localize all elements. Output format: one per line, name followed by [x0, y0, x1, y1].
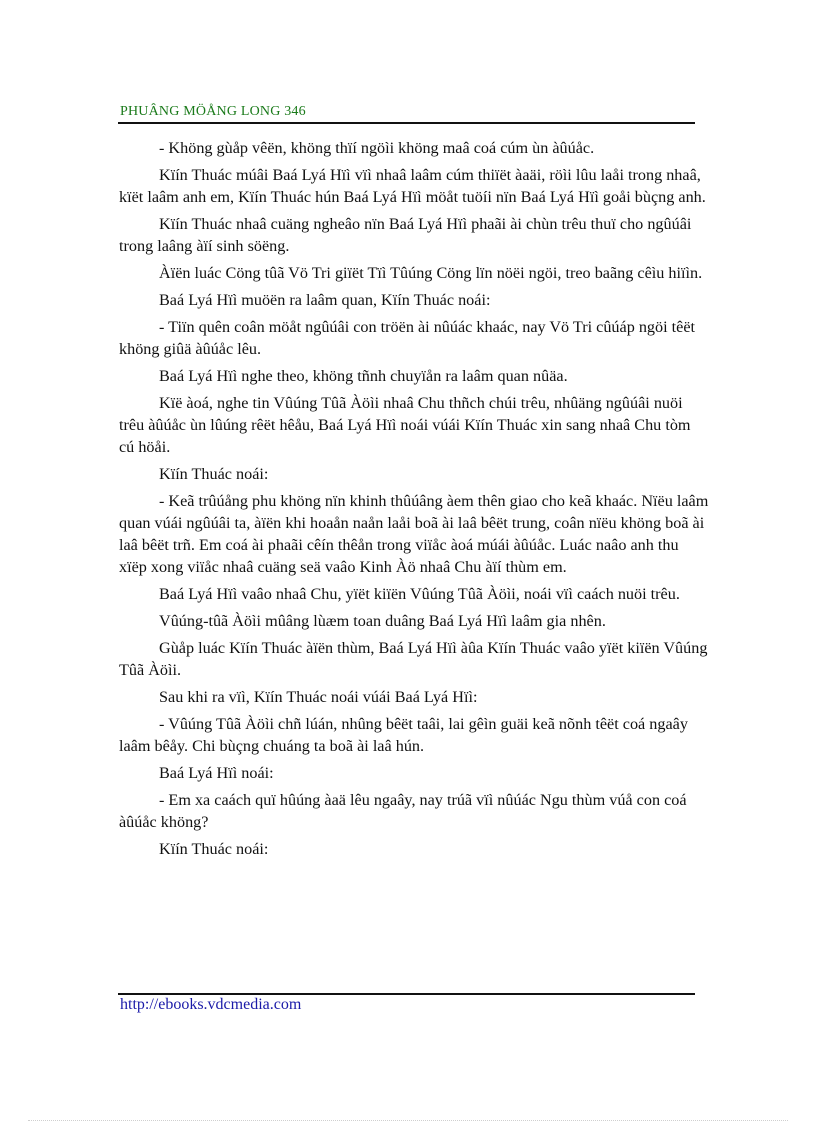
- paragraph: Àïën luác Cöng tûã Vö Tri giïët Tïì Tûúng Cöng lïn nöëi ngöi, treo baãng cêìu hiïìn.: [159, 264, 703, 282]
- paragraph: - Vûúng Tûã Àöìi chñ lúán, nhûng bêët taâi, lai gêìn guäi keã nõnh têët coá ngaây laâm bêåy. Chi bùçng chuáng ta boã ài laâ hún.: [119, 715, 688, 755]
- paragraph: Vûúng-tûã Àöìi mûâng lùæm toan duâng Baá Lyá Hïì laâm gia nhên.: [159, 612, 606, 630]
- header-divider: [118, 122, 695, 124]
- paragraph: Baá Lyá Hïì noái:: [159, 764, 274, 782]
- running-header: PHUÂNG MÖÅNG LONG 346: [120, 104, 306, 119]
- paragraph: Gùåp luác Kïín Thuác àïën thùm, Baá Lyá Hïì àûa Kïín Thuác vaâo yïët kiïën Vûúng Tûã Àöìi.: [119, 639, 708, 679]
- paragraph: Baá Lyá Hïì muöën ra laâm quan, Kïín Thuác noái:: [159, 291, 491, 309]
- paragraph: - Khöng gùåp vêën, khöng thïí ngöìi khöng maâ coá cúm ùn àûúåc.: [159, 139, 595, 157]
- paragraph: Baá Lyá Hïì nghe theo, khöng tñnh chuyïån ra laâm quan nûäa.: [159, 367, 568, 385]
- paragraph: Sau khi ra vïì, Kïín Thuác noái vúái Baá Lyá Hïì:: [159, 688, 478, 706]
- paragraph: Kïë àoá, nghe tin Vûúng Tûã Àöìi nhaâ Chu thñch chúi trêu, nhûäng ngûúâi nuöi trêu àûúåc ùn lûúng rêët hêåu, Baá Lyá Hïì noái vúái Kïín Thuác xin sang nhaâ Chu tòm cú höåi.: [119, 394, 691, 456]
- footer-divider: [118, 993, 695, 995]
- paragraph: Baá Lyá Hïì vaâo nhaâ Chu, yïët kiïën Vûúng Tûã Àöìi, noái vïì caách nuöi trêu.: [159, 585, 680, 603]
- body-text: [119, 137, 709, 865]
- paragraph: Kïín Thuác noái:: [159, 465, 269, 483]
- source-link[interactable]: http://ebooks.vdcmedia.com: [120, 996, 302, 1013]
- paragraph: Kïín Thuác noái:: [159, 840, 269, 858]
- paragraph: - Keã trûúång phu khöng nïn khinh thûúâng àem thên giao cho keã khaác. Nïëu laâm quan vúái ngûúâi ta, àïën khi hoaån naån laåi boã ài laâ bêët trung, coân nïëu khöng boã ài laâ bêët trñ. Em coá ài phaãi cêín thêån trong viïåc àoá múái àûúåc. Luác naâo anh thu xïëp xong viïåc nhaâ cuäng seä vaâo Kinh Àö nhaâ Chu àïí thùm em.: [119, 492, 709, 576]
- paragraph: - Em xa caách quï hûúng àaä lêu ngaây, nay trúã vïì nûúác Ngu thùm vúå con coá àûúåc khöng?: [119, 791, 687, 831]
- page-edge: [28, 1120, 788, 1121]
- paragraph: - Tiïn quên coân möåt ngûúâi con tröën ài nûúác khaác, nay Vö Tri cûúáp ngöi têët khöng giûä àûúåc lêu.: [119, 318, 696, 358]
- paragraph: Kïín Thuác múâi Baá Lyá Hïì vïì nhaâ laâm cúm thiïët àaäi, röìi lûu laåi trong nhaâ, kïët laâm anh em, Kïín Thuác hún Baá Lyá Hïì möåt tuöíi nïn Baá Lyá Hïì goåi bùçng anh.: [119, 166, 706, 206]
- paragraph: Kïín Thuác nhaâ cuäng ngheâo nïn Baá Lyá Hïì phaãi ài chùn trêu thuï cho ngûúâi trong laâng àïí sinh söëng.: [119, 215, 692, 255]
